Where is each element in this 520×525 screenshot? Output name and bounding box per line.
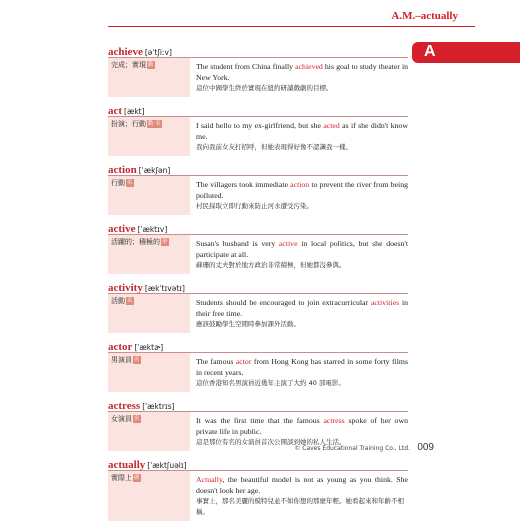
sense-cell <box>108 58 190 97</box>
headword-line <box>108 337 408 352</box>
phonetic: [ˈæktɪv] <box>137 225 168 234</box>
example-zh: 這是那位有名的女演員首次公開談到她的私人生活。 <box>196 438 346 446</box>
example-cell <box>190 353 408 392</box>
headword-line <box>108 219 408 234</box>
sense-gloss: 扮演；行動 <box>111 120 146 128</box>
copyright-footer: © Caves Educational Training Co., Ltd. <box>294 445 410 452</box>
sense-cell <box>108 412 190 451</box>
entry <box>108 42 408 97</box>
sense-row <box>108 234 408 274</box>
sense-cell <box>108 117 190 156</box>
sense-cell <box>108 176 190 215</box>
example-zh: 事實上，那名美麗的模特兒並不如你想的那麼年輕。她看起來和年齡不相稱。 <box>196 497 404 516</box>
phonetic: [ˈæktɚ] <box>134 343 164 352</box>
entry <box>108 160 408 215</box>
example-text: Students should be encouraged to join extracurricular <box>196 298 371 307</box>
letter-tab <box>412 42 520 63</box>
sense-row <box>108 470 408 521</box>
example-en <box>196 120 408 142</box>
example-text: his goal to study theater in New York. <box>196 62 409 82</box>
sense-row <box>108 57 408 97</box>
example-cell <box>190 294 408 333</box>
example-en <box>196 356 408 378</box>
phonetic: [ˈæktʃuəlɪ] <box>147 461 187 470</box>
headword: action <box>108 164 137 176</box>
example-highlight: actress <box>323 416 345 425</box>
phonetic: [ˈæktrɪs] <box>142 402 175 411</box>
example-zh: 村民採取立即行動來防止河水遭受污染。 <box>196 202 313 210</box>
sense-row <box>108 116 408 156</box>
headword: actress <box>108 400 141 412</box>
entry <box>108 337 408 392</box>
example-text: from Hong Kong has starred in some forty films in recent years. <box>196 357 408 377</box>
phonetic: [ˈækʃən] <box>138 166 171 175</box>
example-cell <box>190 471 408 521</box>
example-cell <box>190 117 408 156</box>
sense-gloss: 行動 <box>111 179 125 187</box>
headword: achieve <box>108 46 143 58</box>
headword-line <box>108 278 408 293</box>
example-cell <box>190 176 408 215</box>
example-zh: 這位香港知名男演員近幾年主演了大約 40 部電影。 <box>196 379 345 387</box>
headword: actor <box>108 341 133 353</box>
example-cell <box>190 235 408 274</box>
header-rule <box>108 26 475 27</box>
headword-line <box>108 455 408 470</box>
entry <box>108 455 408 521</box>
pos-badge: 動 <box>148 62 154 68</box>
example-text: Susan's husband is very <box>196 239 279 248</box>
pos-badge: 名 <box>127 180 133 186</box>
sense-row <box>108 293 408 333</box>
example-zh: 我向我前女友打招呼，但她表現得好像不認識我一樣。 <box>196 143 352 151</box>
example-text: in their free time. <box>196 298 409 318</box>
phonetic: [ækˈtɪvətɪ] <box>144 284 185 293</box>
phonetic: [ækt] <box>124 107 145 116</box>
sense-gloss: 活動 <box>111 297 125 305</box>
example-zh: 蘇珊的丈夫對於地方政治非常積極，但她都沒參與。 <box>196 261 346 269</box>
headword-line <box>108 42 408 57</box>
example-en <box>196 474 408 496</box>
pos-badge: 動 名 <box>148 121 161 127</box>
example-text: The student from China finally <box>196 62 296 71</box>
entry-list <box>108 42 408 525</box>
headword: activity <box>108 282 143 294</box>
example-zh: 應該鼓勵學生空閒時參加課外活動。 <box>196 320 300 328</box>
example-text: It was the first time that the famous <box>196 416 324 425</box>
example-zh: 這位中國學生終於實現在紐約研讀戲劇的目標。 <box>196 84 333 92</box>
example-highlight: active <box>278 239 298 248</box>
sense-cell <box>108 235 190 274</box>
sense-gloss: 男演員 <box>111 356 132 364</box>
example-highlight: actor <box>235 357 252 366</box>
entry <box>108 219 408 274</box>
page-number: 009 <box>417 442 434 453</box>
example-text: , the beautiful model is not as young as you think. She doesn't look her age. <box>196 475 408 495</box>
sense-row <box>108 352 408 392</box>
headword-line <box>108 160 408 175</box>
example-en <box>196 179 408 201</box>
headword: active <box>108 223 136 235</box>
example-cell <box>190 58 408 97</box>
sense-gloss: 活躍的；積極的 <box>111 238 160 246</box>
sense-gloss: 完成；實現 <box>111 61 146 69</box>
headword-line <box>108 101 408 116</box>
pos-badge: 名 <box>127 298 133 304</box>
example-text: The villagers took immediate <box>196 180 291 189</box>
headword-line <box>108 396 408 411</box>
example-highlight: Actually <box>196 475 223 484</box>
example-en <box>196 61 408 83</box>
phonetic: [əˈtʃiːv] <box>144 48 172 57</box>
sense-cell <box>108 471 190 521</box>
entry <box>108 396 408 451</box>
example-en <box>196 297 408 319</box>
entry <box>108 101 408 156</box>
example-text: The famous <box>196 357 236 366</box>
example-text: I said hello to my ex-girlfriend, but she <box>196 121 324 130</box>
example-highlight: achieved <box>295 62 323 71</box>
pos-badge: 形 <box>162 239 168 245</box>
sense-gloss: 女演員 <box>111 415 132 423</box>
sense-row <box>108 175 408 215</box>
pos-badge: 名 <box>134 416 140 422</box>
example-text: in local politics, but she doesn't participate at all. <box>196 239 409 259</box>
pos-badge: 副 <box>134 475 140 481</box>
example-text: to prevent the river from being polluted. <box>196 180 408 200</box>
entry <box>108 278 408 333</box>
example-highlight: acted <box>323 121 340 130</box>
sense-gloss: 實際上 <box>111 474 132 482</box>
example-text: as if she didn't know me. <box>196 121 408 141</box>
letter-tab-label: A <box>424 43 436 60</box>
example-highlight: activities <box>370 298 400 307</box>
sense-cell <box>108 353 190 392</box>
sense-cell <box>108 294 190 333</box>
page-range-title: A.M.–actually <box>391 10 458 22</box>
headword: actually <box>108 459 146 471</box>
pos-badge: 名 <box>134 357 140 363</box>
example-en <box>196 415 408 437</box>
example-en <box>196 238 408 260</box>
example-text: spoke of her own private life in public. <box>196 416 408 436</box>
headword: act <box>108 105 123 117</box>
example-highlight: action <box>290 180 310 189</box>
